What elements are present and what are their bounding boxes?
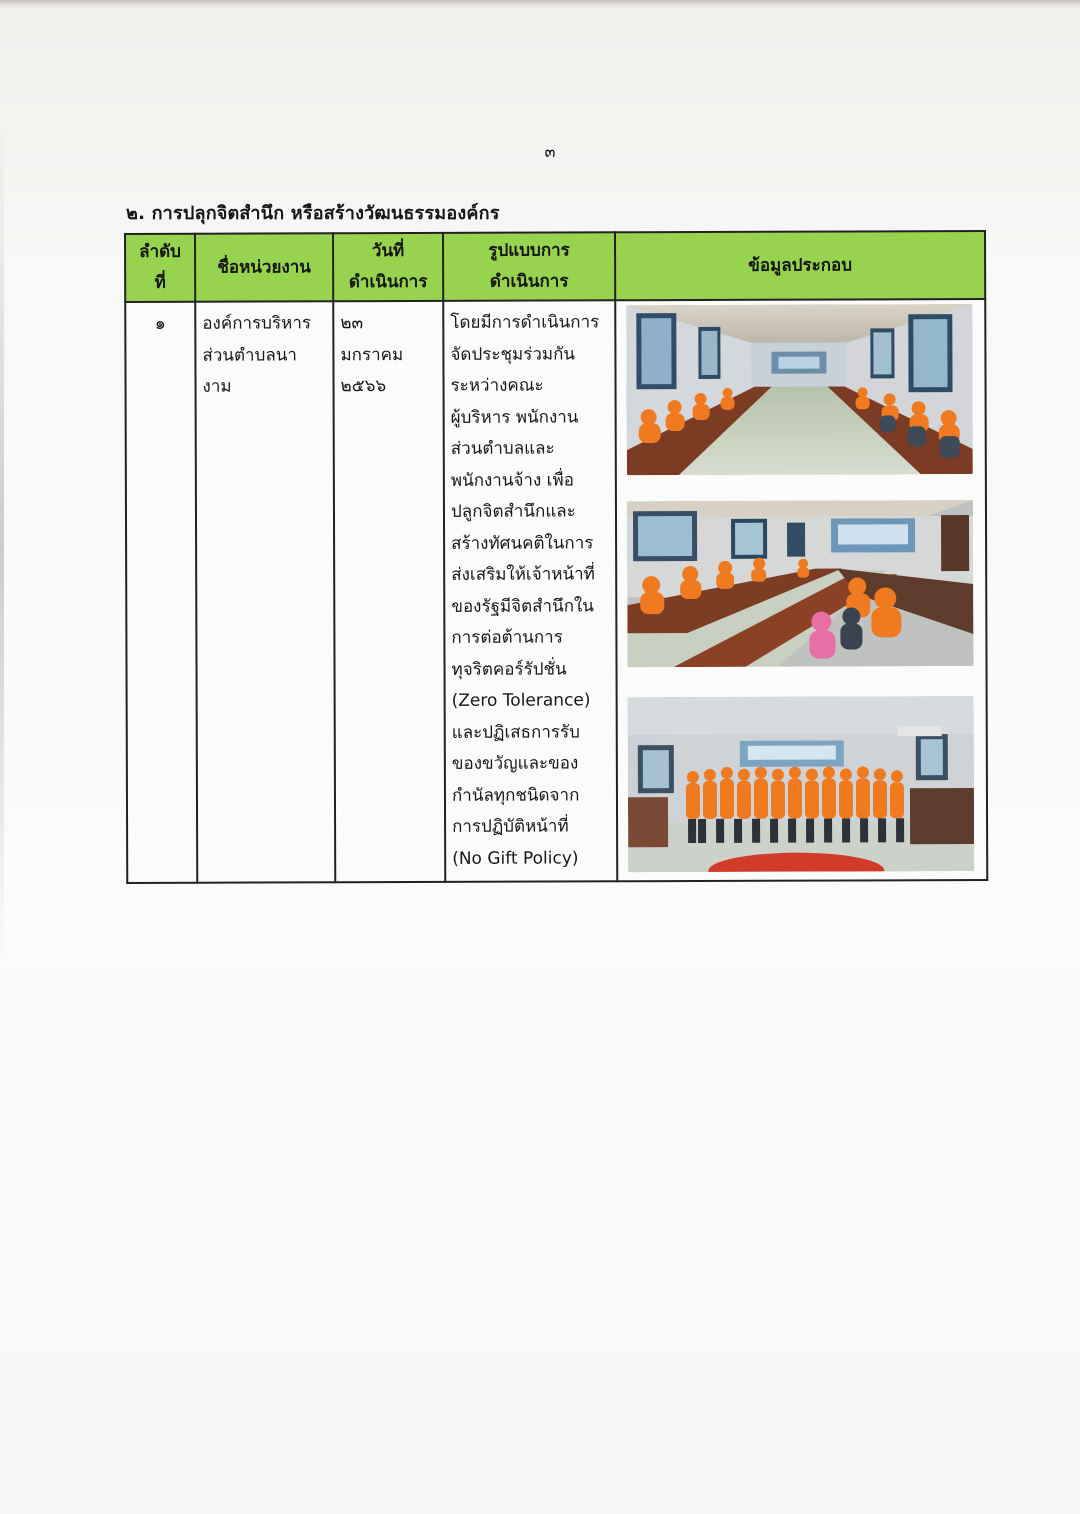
header-supporting-info: [615, 231, 985, 300]
header-order: [125, 234, 195, 302]
method-line-14: และปฏิเสธการรับ: [451, 721, 580, 743]
header-date-line-1: วันที่: [371, 241, 405, 262]
method-line-8: สร้างทัศนคติในการ: [451, 532, 594, 554]
header-agency-line-1: ชื่อหน่วยงาน: [217, 256, 311, 278]
method-line-7: ปลูกจิตสำนึกและ: [450, 501, 576, 522]
method-line-15: ของขวัญและของ: [451, 753, 579, 774]
method-line-6: พนักงานจ้าง เพื่อ: [450, 469, 574, 491]
table-header-row: [125, 231, 985, 302]
header-order-line-2: ที่: [154, 272, 166, 293]
meeting-room-photo-2: [627, 500, 974, 667]
meeting-room-photo-2-graphic: [627, 500, 974, 667]
method-line-1: โดยมีการดำเนินการ: [450, 312, 600, 333]
date-line-3: ๒๕๖๖: [340, 376, 387, 397]
group-photo: [628, 696, 975, 872]
section-title: ๒. การปลุกจิตสำนึก หรือสร้างวัฒนธรรมองค์กร: [126, 203, 500, 224]
cell-method: [443, 300, 617, 882]
meeting-room-photo-1: [626, 304, 973, 475]
method-line-2: จัดประชุมร่วมกัน: [450, 343, 576, 365]
header-agency: [195, 233, 333, 301]
meeting-room-photo-1-graphic: [626, 304, 973, 475]
method-line-16: กำนัลทุกชนิดจาก: [451, 784, 580, 806]
method-line-3: ระหว่างคณะ: [450, 375, 544, 396]
page-top-edge: [0, 0, 1080, 8]
agency-line-1: องค์การบริหาร: [202, 313, 312, 334]
method-line-18: (No Gift Policy): [452, 847, 579, 869]
method-line-13: (Zero Tolerance): [451, 690, 591, 711]
agency-line-3: งาม: [202, 376, 232, 397]
cell-supporting-photos: [615, 299, 987, 881]
photo-stack: [616, 300, 986, 876]
cell-order: ๑: [125, 302, 197, 883]
activity-table: [124, 230, 988, 884]
method-line-10: ของรัฐมีจิตสำนึกใน: [451, 595, 594, 617]
method-line-5: ส่วนตำบลและ: [450, 438, 555, 459]
method-line-17: การปฏิบัติหน้าที่: [452, 816, 569, 837]
group-photo-graphic: [628, 696, 975, 872]
cell-agency: [195, 301, 335, 882]
header-method-line-2: ดำเนินการ: [489, 271, 569, 292]
method-line-12: ทุจริตคอร์รัปชั่น: [451, 658, 567, 680]
header-method-line-1: รูปแบบการ: [488, 240, 570, 261]
page-left-edge: [0, 120, 4, 970]
agency-line-2: ส่วนตำบลนา: [202, 344, 297, 366]
date-line-2: มกราคม: [340, 344, 404, 365]
date-line-1: ๒๓: [340, 313, 364, 334]
table-row: [125, 299, 987, 883]
header-order-line-1: ลำดับ: [139, 241, 181, 262]
header-supporting-line-1: ข้อมูลประกอบ: [748, 254, 853, 276]
cell-date: [333, 301, 445, 882]
page-number: ๓: [544, 142, 556, 161]
method-line-4: ผู้บริหาร พนักงาน: [450, 406, 579, 428]
header-date-line-2: ดำเนินการ: [348, 271, 428, 293]
header-method: [443, 232, 615, 301]
header-date: [333, 233, 443, 301]
method-line-11: การต่อต้านการ: [451, 627, 563, 648]
method-line-9: ส่งเสริมให้เจ้าหน้าที่: [451, 564, 595, 585]
